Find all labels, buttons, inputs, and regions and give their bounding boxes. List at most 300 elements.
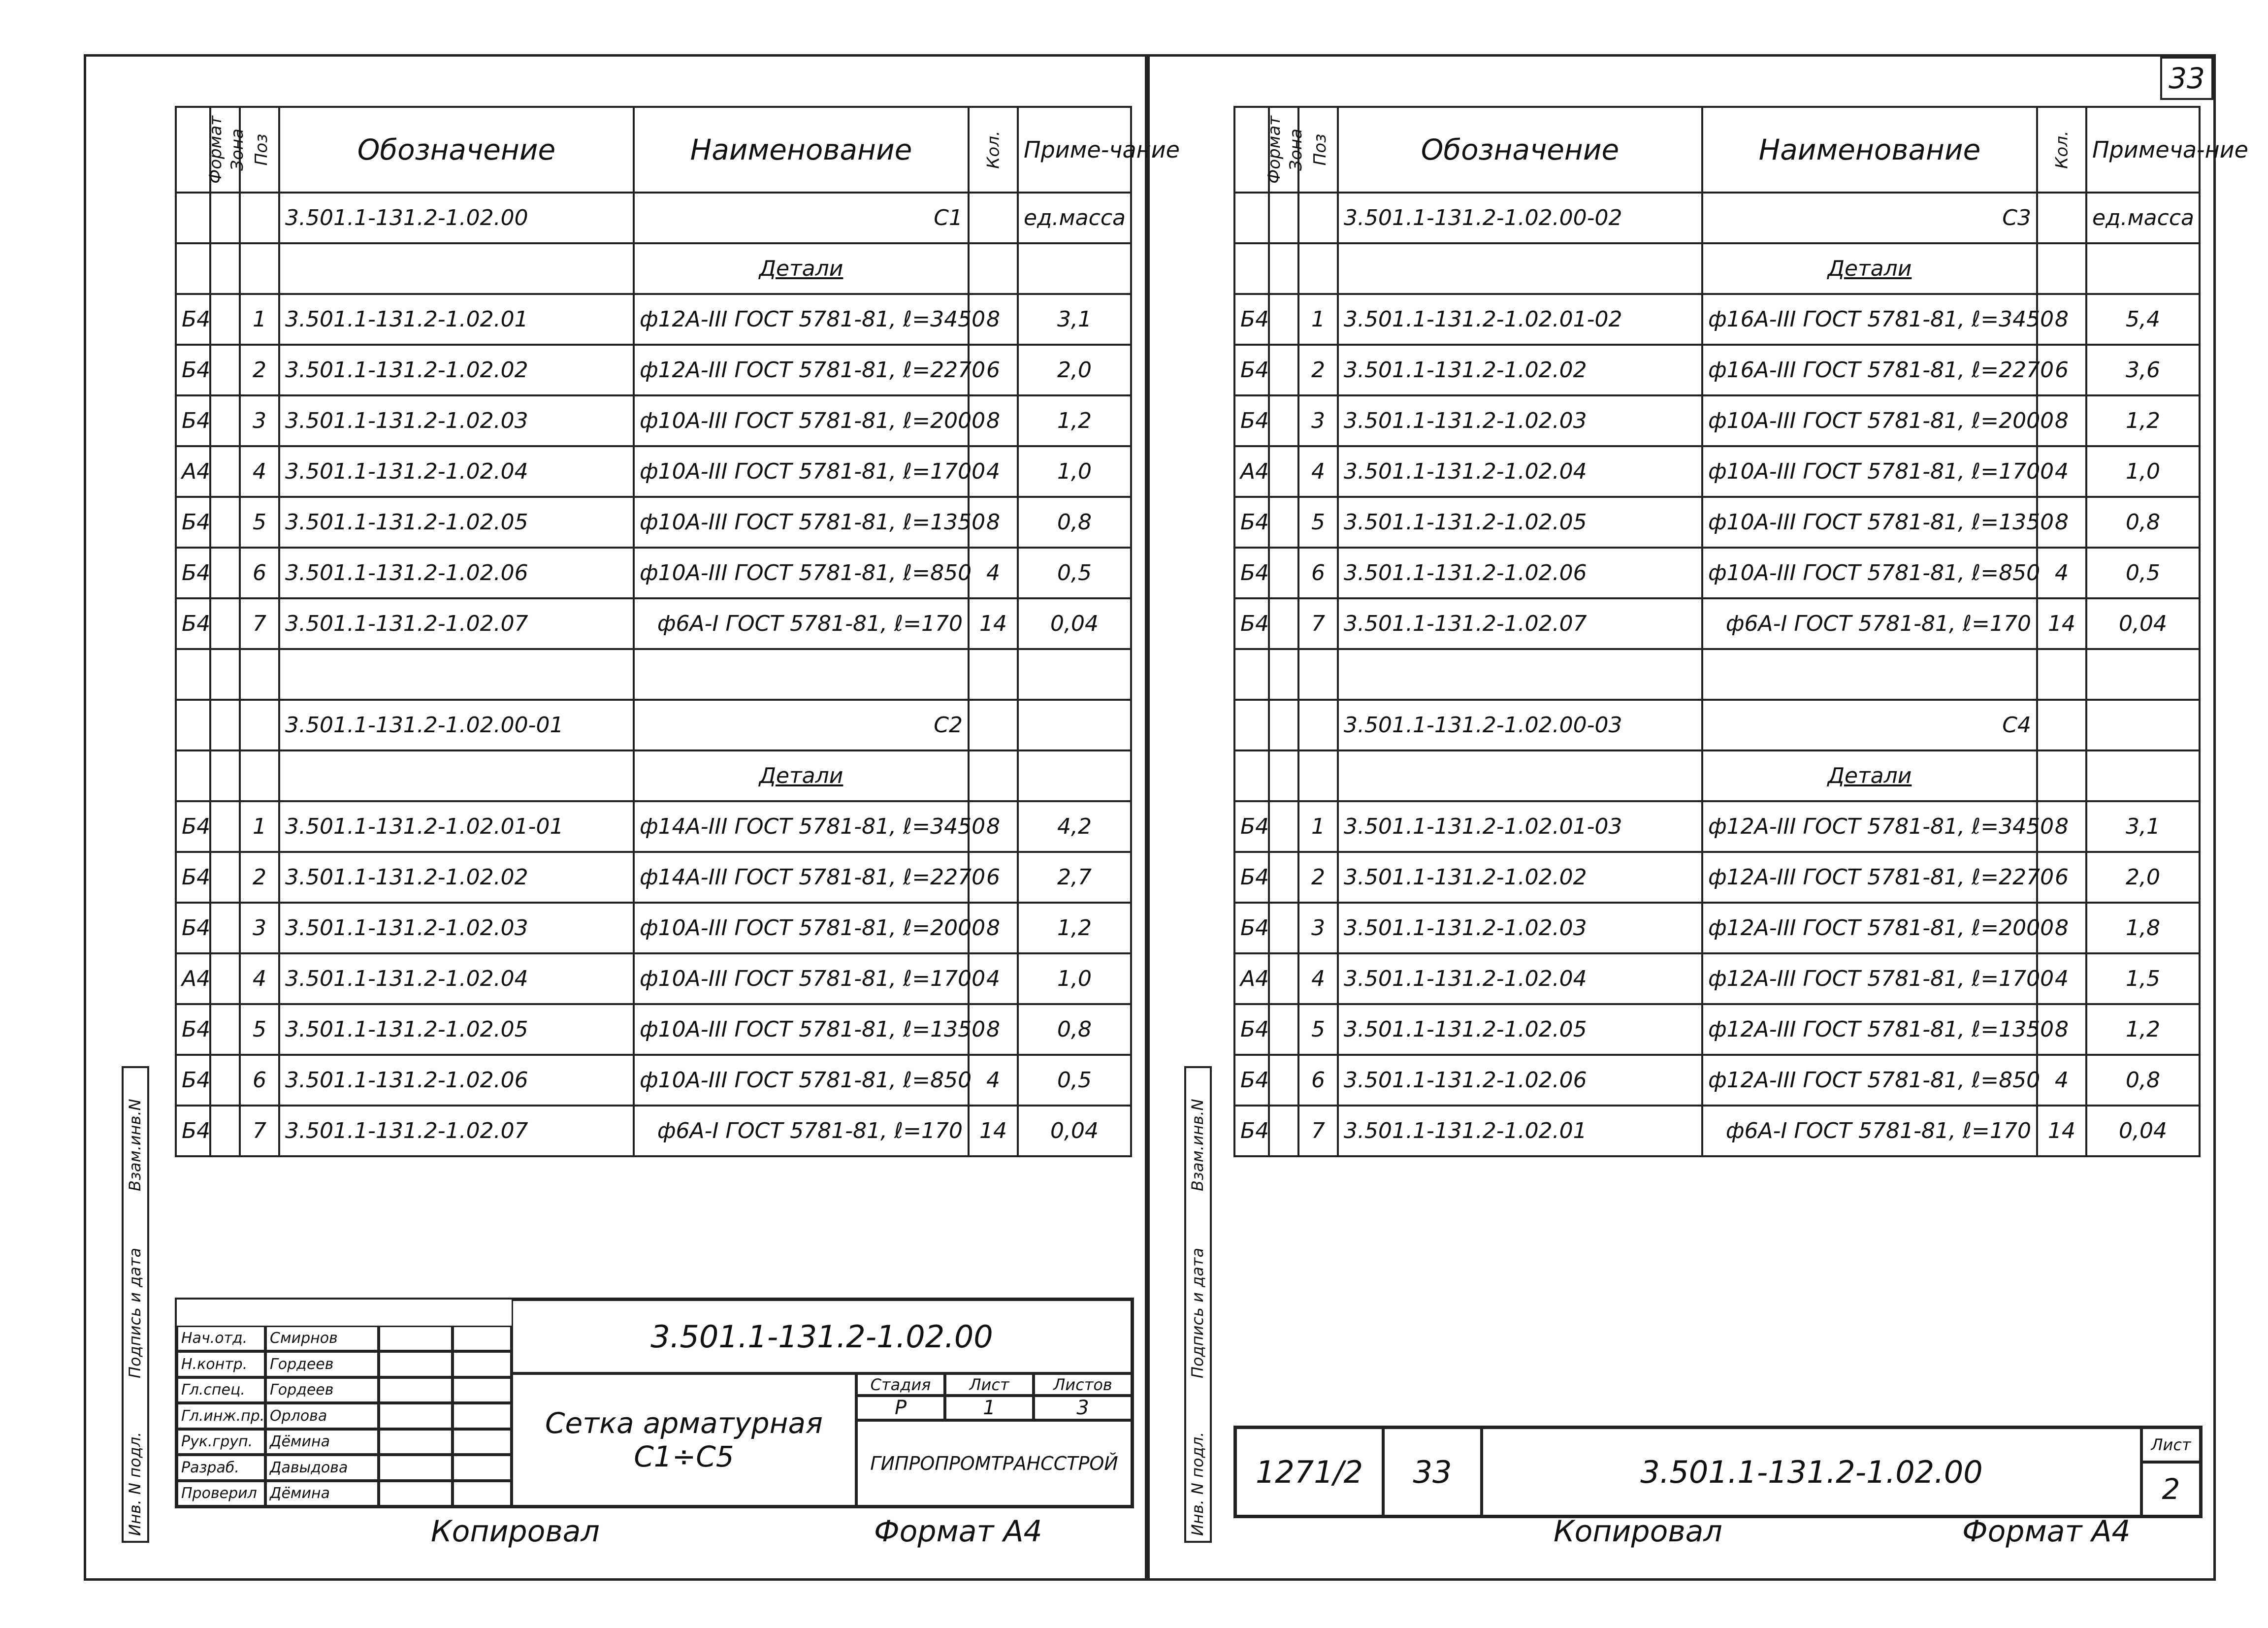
table-cell: 1 [1298, 294, 1338, 345]
table-cell [210, 801, 240, 852]
table-row [176, 649, 1131, 700]
table-cell [210, 395, 240, 446]
table-cell [210, 294, 240, 345]
table-cell [1234, 243, 1269, 294]
table-cell [1269, 345, 1298, 395]
table-cell: 0,5 [2086, 548, 2200, 598]
table-cell: 1,2 [1018, 395, 1131, 446]
table-cell [1269, 1055, 1298, 1106]
table-cell [634, 649, 969, 700]
table-cell: 4 [2037, 446, 2086, 497]
table-cell: Б4 [1234, 903, 1269, 953]
table-cell: 3.501.1-131.2-1.02.04 [1338, 953, 1702, 1004]
table-cell: Б4 [176, 1055, 210, 1106]
table-cell: С2 [634, 700, 969, 750]
table-cell: Б4 [176, 801, 210, 852]
table-cell: С1 [634, 193, 969, 243]
table-cell: 6 [969, 345, 1018, 395]
table-cell: 5 [240, 497, 279, 548]
table-cell: 6 [2037, 345, 2086, 395]
side-labels-left [122, 1066, 149, 1543]
table-row [1234, 294, 2200, 345]
table-cell: 3.501.1-131.2-1.02.02 [279, 345, 634, 395]
table-cell: Детали [634, 243, 969, 294]
table-cell: 0,5 [1018, 1055, 1131, 1106]
table-cell [969, 750, 1018, 801]
table-cell [1234, 750, 1269, 801]
table-cell: ф10А-III ГОСТ 5781-81, ℓ=2000 [634, 395, 969, 446]
table-cell: 2 [1298, 852, 1338, 903]
table-cell: 3,1 [2086, 801, 2200, 852]
table-cell: 14 [969, 598, 1018, 649]
table-cell: 3 [1298, 395, 1338, 446]
stamp-signature [379, 1455, 453, 1481]
table-cell: ф14А-III ГОСТ 5781-81, ℓ=2270 [634, 852, 969, 903]
stamp-sheets-label: Листов [1034, 1373, 1132, 1396]
table-cell [1269, 497, 1298, 548]
table-cell: 5 [240, 1004, 279, 1055]
table-cell: Б4 [1234, 345, 1269, 395]
table-row [176, 446, 1131, 497]
table-cell [1018, 243, 1131, 294]
table-cell [279, 649, 634, 700]
table-cell: 1 [240, 294, 279, 345]
table-cell [1269, 446, 1298, 497]
table-cell: 4 [969, 1055, 1018, 1106]
table-cell: 4 [2037, 548, 2086, 598]
col-designation: Обозначение [279, 107, 634, 193]
table-cell [210, 243, 240, 294]
table-cell [210, 903, 240, 953]
stamp-signature [379, 1351, 453, 1377]
table-cell [210, 1106, 240, 1156]
table-cell: ед.масса [1018, 193, 1131, 243]
table-cell: ф12А-III ГОСТ 5781-81, ℓ=3450 [634, 294, 969, 345]
table-cell: Б4 [176, 903, 210, 953]
table-cell: 4 [969, 548, 1018, 598]
side-labels-right [1184, 1066, 1212, 1543]
right-sheet [1147, 54, 2248, 1581]
table-cell: 1,5 [2086, 953, 2200, 1004]
table-cell: ф10А-III ГОСТ 5781-81, ℓ=2000 [1702, 395, 2037, 446]
table-cell: 3.501.1-131.2-1.02.03 [1338, 395, 1702, 446]
table-cell: Б4 [1234, 395, 1269, 446]
right-doc-number: 3.501.1-131.2-1.02.00 [1482, 1428, 2141, 1516]
table-row [1234, 801, 2200, 852]
table-cell [1298, 193, 1338, 243]
table-cell: 3.501.1-131.2-1.02.04 [1338, 446, 1702, 497]
table-cell: Б4 [176, 395, 210, 446]
table-cell: 8 [2037, 801, 2086, 852]
table-row [176, 243, 1131, 294]
table-cell: 3.501.1-131.2-1.02.00-03 [1338, 700, 1702, 750]
table-cell: 1,2 [2086, 1004, 2200, 1055]
table-cell: С3 [1702, 193, 2037, 243]
table-cell [240, 750, 279, 801]
col-designation: Обозначение [1338, 107, 1702, 193]
stamp-name: Орлова [265, 1403, 379, 1429]
table-cell: 0,8 [2086, 497, 2200, 548]
col-qty: Кол. [969, 107, 1018, 193]
table-cell: 8 [969, 903, 1018, 953]
table-cell [176, 243, 210, 294]
table-cell [240, 700, 279, 750]
table-row [1234, 649, 2200, 700]
stamp-stage: Р [856, 1396, 945, 1420]
table-cell: 3.501.1-131.2-1.02.04 [279, 446, 634, 497]
table-row [1234, 1106, 2200, 1156]
table-cell: 3,1 [1018, 294, 1131, 345]
table-cell [1269, 649, 1298, 700]
table-cell: ф12А-III ГОСТ 5781-81, ℓ=3450 [1702, 801, 2037, 852]
table-row [176, 1106, 1131, 1156]
table-cell: ф10А-III ГОСТ 5781-81, ℓ=1350 [1702, 497, 2037, 548]
table-cell: 1,2 [2086, 395, 2200, 446]
table-cell: Б4 [176, 1004, 210, 1055]
table-cell: 6 [240, 548, 279, 598]
table-cell: 5 [1298, 1004, 1338, 1055]
table-cell [1234, 193, 1269, 243]
table-cell [1269, 953, 1298, 1004]
stamp-title: Сетка арматурная С1÷С5 [512, 1373, 856, 1506]
stamp-doc-number: 3.501.1-131.2-1.02.00 [512, 1300, 1132, 1373]
table-cell [210, 446, 240, 497]
table-cell: 8 [969, 801, 1018, 852]
col-qty: Кол. [2037, 107, 2086, 193]
table-row [176, 1055, 1131, 1106]
table-cell [2037, 700, 2086, 750]
header-row [176, 107, 1131, 193]
table-cell: 1,0 [1018, 953, 1131, 1004]
table-row [176, 294, 1131, 345]
stamp-name: Гордеев [265, 1351, 379, 1377]
table-cell: 1 [240, 801, 279, 852]
side-label-replace: Взам.инв.N [1188, 1099, 1207, 1191]
table-cell: 1,2 [1018, 903, 1131, 953]
table-cell [1269, 750, 1298, 801]
table-cell [1234, 649, 1269, 700]
table-cell: А4 [176, 953, 210, 1004]
col-note: Приме-чание [1018, 107, 1131, 193]
table-cell [2037, 649, 2086, 700]
table-cell: 1 [1298, 801, 1338, 852]
table-cell [1269, 801, 1298, 852]
table-cell: 3.501.1-131.2-1.02.07 [279, 1106, 634, 1156]
stamp-role: Н.контр. [177, 1351, 265, 1377]
stamp-sheet-label: Лист [945, 1373, 1034, 1396]
table-cell [279, 243, 634, 294]
table-cell [1018, 700, 1131, 750]
table-row [1234, 395, 2200, 446]
table-cell: 6 [2037, 852, 2086, 903]
table-cell: ф10А-III ГОСТ 5781-81, ℓ=1700 [634, 446, 969, 497]
table-cell: 3 [1298, 903, 1338, 953]
table-cell: 4,2 [1018, 801, 1131, 852]
table-cell: 2,7 [1018, 852, 1131, 903]
stamp-signature [379, 1326, 453, 1352]
stamp-role: Гл.спец. [177, 1377, 265, 1403]
table-cell [210, 750, 240, 801]
table-cell: 4 [2037, 953, 2086, 1004]
table-cell: 4 [1298, 953, 1338, 1004]
table-cell: 2,0 [2086, 852, 2200, 903]
table-cell: 3.501.1-131.2-1.02.01-03 [1338, 801, 1702, 852]
col-pos: Поз [240, 107, 279, 193]
table-cell: ф6А-I ГОСТ 5781-81, ℓ=170 [1702, 598, 2037, 649]
table-cell [1269, 294, 1298, 345]
table-cell [1269, 548, 1298, 598]
stamp-signature [379, 1377, 453, 1403]
table-cell: ф10А-III ГОСТ 5781-81, ℓ=1700 [634, 953, 969, 1004]
table-cell [210, 345, 240, 395]
stamp-role: Нач.отд. [177, 1326, 265, 1352]
title-block [175, 1298, 1134, 1508]
table-cell: Б4 [1234, 497, 1269, 548]
table-cell: 1,0 [2086, 446, 2200, 497]
table-cell: Б4 [176, 548, 210, 598]
table-cell: А4 [1234, 446, 1269, 497]
table-cell: 3.501.1-131.2-1.02.06 [279, 548, 634, 598]
table-row [176, 395, 1131, 446]
stamp-role: Гл.инж.пр. [177, 1403, 265, 1429]
specification-table-left [175, 106, 1180, 1157]
table-cell: Б4 [1234, 801, 1269, 852]
col-pos: Поз [1298, 107, 1338, 193]
table-cell: Б4 [176, 598, 210, 649]
stamp-date [453, 1481, 512, 1507]
table-cell [210, 1055, 240, 1106]
table-cell: Б4 [176, 852, 210, 903]
table-cell: 8 [2037, 395, 2086, 446]
stamp-date [453, 1326, 512, 1352]
table-row [176, 852, 1131, 903]
table-row [1234, 700, 2200, 750]
table-row [176, 598, 1131, 649]
page-number: 33 [2160, 57, 2213, 100]
table-row [1234, 1004, 2200, 1055]
col-zone: Зона [1269, 107, 1298, 193]
stamp-organization: ГИПРОПРОМТРАНССТРОЙ [856, 1420, 1132, 1506]
table-cell: 3.501.1-131.2-1.02.02 [1338, 852, 1702, 903]
stamp-name: Гордеев [265, 1377, 379, 1403]
table-cell [1269, 1106, 1298, 1156]
table-row [176, 345, 1131, 395]
table-cell [210, 953, 240, 1004]
left-sheet [84, 54, 1180, 1581]
table-cell: ф6А-I ГОСТ 5781-81, ℓ=170 [634, 1106, 969, 1156]
table-row [1234, 852, 2200, 903]
side-label-signature: Подпись и дата [1188, 1247, 1207, 1378]
table-row [176, 548, 1131, 598]
table-cell: ф16А-III ГОСТ 5781-81, ℓ=2270 [1702, 345, 2037, 395]
table-cell: 3 [240, 395, 279, 446]
table-cell [1702, 649, 2037, 700]
stamp-sheets: 3 [1034, 1396, 1132, 1420]
col-format: Формат [176, 107, 210, 193]
table-cell: 8 [2037, 497, 2086, 548]
right-title-block [1233, 1426, 2203, 1518]
table-row [1234, 548, 2200, 598]
table-cell: ед.масса [2086, 193, 2200, 243]
stamp-name: Смирнов [265, 1326, 379, 1352]
specification-table-right [1233, 106, 2248, 1157]
table-cell [240, 649, 279, 700]
table-cell: 7 [1298, 1106, 1338, 1156]
table-cell: 3.501.1-131.2-1.02.03 [1338, 903, 1702, 953]
table-row [176, 801, 1131, 852]
table-cell [2037, 243, 2086, 294]
table-cell: 3.501.1-131.2-1.02.06 [1338, 1055, 1702, 1106]
table-cell: ф12А-III ГОСТ 5781-81, ℓ=1350 [1702, 1004, 2037, 1055]
footer-copied-right: Копировал [1554, 1514, 1722, 1549]
col-zone: Зона [210, 107, 240, 193]
table-cell [1298, 649, 1338, 700]
table-cell [969, 193, 1018, 243]
table-cell [1018, 750, 1131, 801]
table-row [176, 903, 1131, 953]
table-cell [1269, 243, 1298, 294]
table-cell: 1,0 [1018, 446, 1131, 497]
col-name: Наименование [1702, 107, 2037, 193]
table-cell: ф12А-III ГОСТ 5781-81, ℓ=850 [1702, 1055, 2037, 1106]
table-cell: 0,04 [2086, 598, 2200, 649]
table-cell: Б4 [1234, 598, 1269, 649]
table-cell: ф10А-III ГОСТ 5781-81, ℓ=850 [634, 548, 969, 598]
table-cell: ф12А-III ГОСТ 5781-81, ℓ=2000 [1702, 903, 2037, 953]
table-cell: 3.501.1-131.2-1.02.05 [1338, 497, 1702, 548]
table-cell [176, 193, 210, 243]
table-cell: 3.501.1-131.2-1.02.01 [1338, 1106, 1702, 1156]
table-cell: 3.501.1-131.2-1.02.05 [1338, 1004, 1702, 1055]
table-cell: 7 [240, 598, 279, 649]
table-cell [969, 700, 1018, 750]
table-cell: 2,0 [1018, 345, 1131, 395]
table-row [1234, 903, 2200, 953]
table-row [1234, 193, 2200, 243]
table-cell: ф10А-III ГОСТ 5781-81, ℓ=850 [634, 1055, 969, 1106]
table-cell [2037, 750, 2086, 801]
stamp-date [453, 1377, 512, 1403]
stamp-date [453, 1351, 512, 1377]
col-format: Формат [1234, 107, 1269, 193]
table-cell: Б4 [1234, 548, 1269, 598]
table-cell: ф12А-III ГОСТ 5781-81, ℓ=2270 [634, 345, 969, 395]
table-cell: 3.501.1-131.2-1.02.02 [279, 852, 634, 903]
table-cell: 2 [1298, 345, 1338, 395]
table-cell [2086, 750, 2200, 801]
table-cell: 3.501.1-131.2-1.02.01-01 [279, 801, 634, 852]
table-cell: 3,6 [2086, 345, 2200, 395]
table-cell: 8 [2037, 1004, 2086, 1055]
stamp-signature [379, 1403, 453, 1429]
table-cell: Детали [1702, 750, 2037, 801]
table-cell: 0,04 [1018, 598, 1131, 649]
table-cell: 3.501.1-131.2-1.02.02 [1338, 345, 1702, 395]
table-cell [1269, 193, 1298, 243]
table-row [1234, 598, 2200, 649]
table-cell: 8 [2037, 903, 2086, 953]
table-cell: 4 [240, 446, 279, 497]
table-cell: ф10А-III ГОСТ 5781-81, ℓ=850 [1702, 548, 2037, 598]
table-cell [1298, 750, 1338, 801]
table-cell: 0,8 [2086, 1055, 2200, 1106]
table-cell [2086, 243, 2200, 294]
stamp-name: Дёмина [265, 1429, 379, 1455]
table-row [176, 750, 1131, 801]
table-cell [1269, 1004, 1298, 1055]
stamp-name: Давыдова [265, 1455, 379, 1481]
table-cell [176, 750, 210, 801]
table-cell: 8 [2037, 294, 2086, 345]
table-cell: 2 [240, 345, 279, 395]
table-cell: ф14А-III ГОСТ 5781-81, ℓ=3450 [634, 801, 969, 852]
header-row [1234, 107, 2200, 193]
table-cell [1338, 649, 1702, 700]
signature-grid [177, 1300, 512, 1506]
stamp-date [453, 1429, 512, 1455]
stamp-role: Рук.груп. [177, 1429, 265, 1455]
table-cell: 1,8 [2086, 903, 2200, 953]
table-cell: 14 [2037, 1106, 2086, 1156]
table-cell: 8 [969, 497, 1018, 548]
table-cell [1269, 598, 1298, 649]
col-name: Наименование [634, 107, 969, 193]
table-cell: 2 [240, 852, 279, 903]
table-cell: 4 [969, 446, 1018, 497]
table-cell: ф16А-III ГОСТ 5781-81, ℓ=3450 [1702, 294, 2037, 345]
table-cell: Б4 [1234, 1004, 1269, 1055]
table-cell: 4 [240, 953, 279, 1004]
table-cell [210, 700, 240, 750]
table-cell: 0,04 [2086, 1106, 2200, 1156]
table-cell: 5,4 [2086, 294, 2200, 345]
table-cell: 8 [969, 294, 1018, 345]
table-cell: 6 [1298, 548, 1338, 598]
table-cell: ф12А-III ГОСТ 5781-81, ℓ=2270 [1702, 852, 2037, 903]
table-cell: 3.501.1-131.2-1.02.00-02 [1338, 193, 1702, 243]
table-cell: 8 [969, 395, 1018, 446]
table-cell [1269, 700, 1298, 750]
table-cell: Б4 [176, 345, 210, 395]
table-cell: 3.501.1-131.2-1.02.00 [279, 193, 634, 243]
table-cell: 3.501.1-131.2-1.02.01-02 [1338, 294, 1702, 345]
stamp-signature [379, 1481, 453, 1507]
right-sheet-label: Лист [2141, 1428, 2201, 1462]
album-number: 33 [1383, 1428, 1482, 1516]
stamp-date [453, 1455, 512, 1481]
table-cell: 3.501.1-131.2-1.02.06 [1338, 548, 1702, 598]
table-cell [1298, 243, 1338, 294]
stamp-name: Дёмина [265, 1481, 379, 1507]
table-cell: Б4 [176, 497, 210, 548]
table-cell: 3 [240, 903, 279, 953]
table-cell: Б4 [176, 294, 210, 345]
table-cell [969, 649, 1018, 700]
table-cell [210, 598, 240, 649]
table-cell: 4 [2037, 1055, 2086, 1106]
table-cell: 0,8 [1018, 1004, 1131, 1055]
table-cell [210, 193, 240, 243]
stamp-sheet: 1 [945, 1396, 1034, 1420]
table-cell: 3.501.1-131.2-1.02.06 [279, 1055, 634, 1106]
stamp-date [453, 1403, 512, 1429]
table-row [1234, 953, 2200, 1004]
table-cell: Б4 [1234, 1055, 1269, 1106]
inventory-number: 1271/2 [1235, 1428, 1383, 1516]
table-row [1234, 1055, 2200, 1106]
table-row [1234, 243, 2200, 294]
table-row [1234, 446, 2200, 497]
